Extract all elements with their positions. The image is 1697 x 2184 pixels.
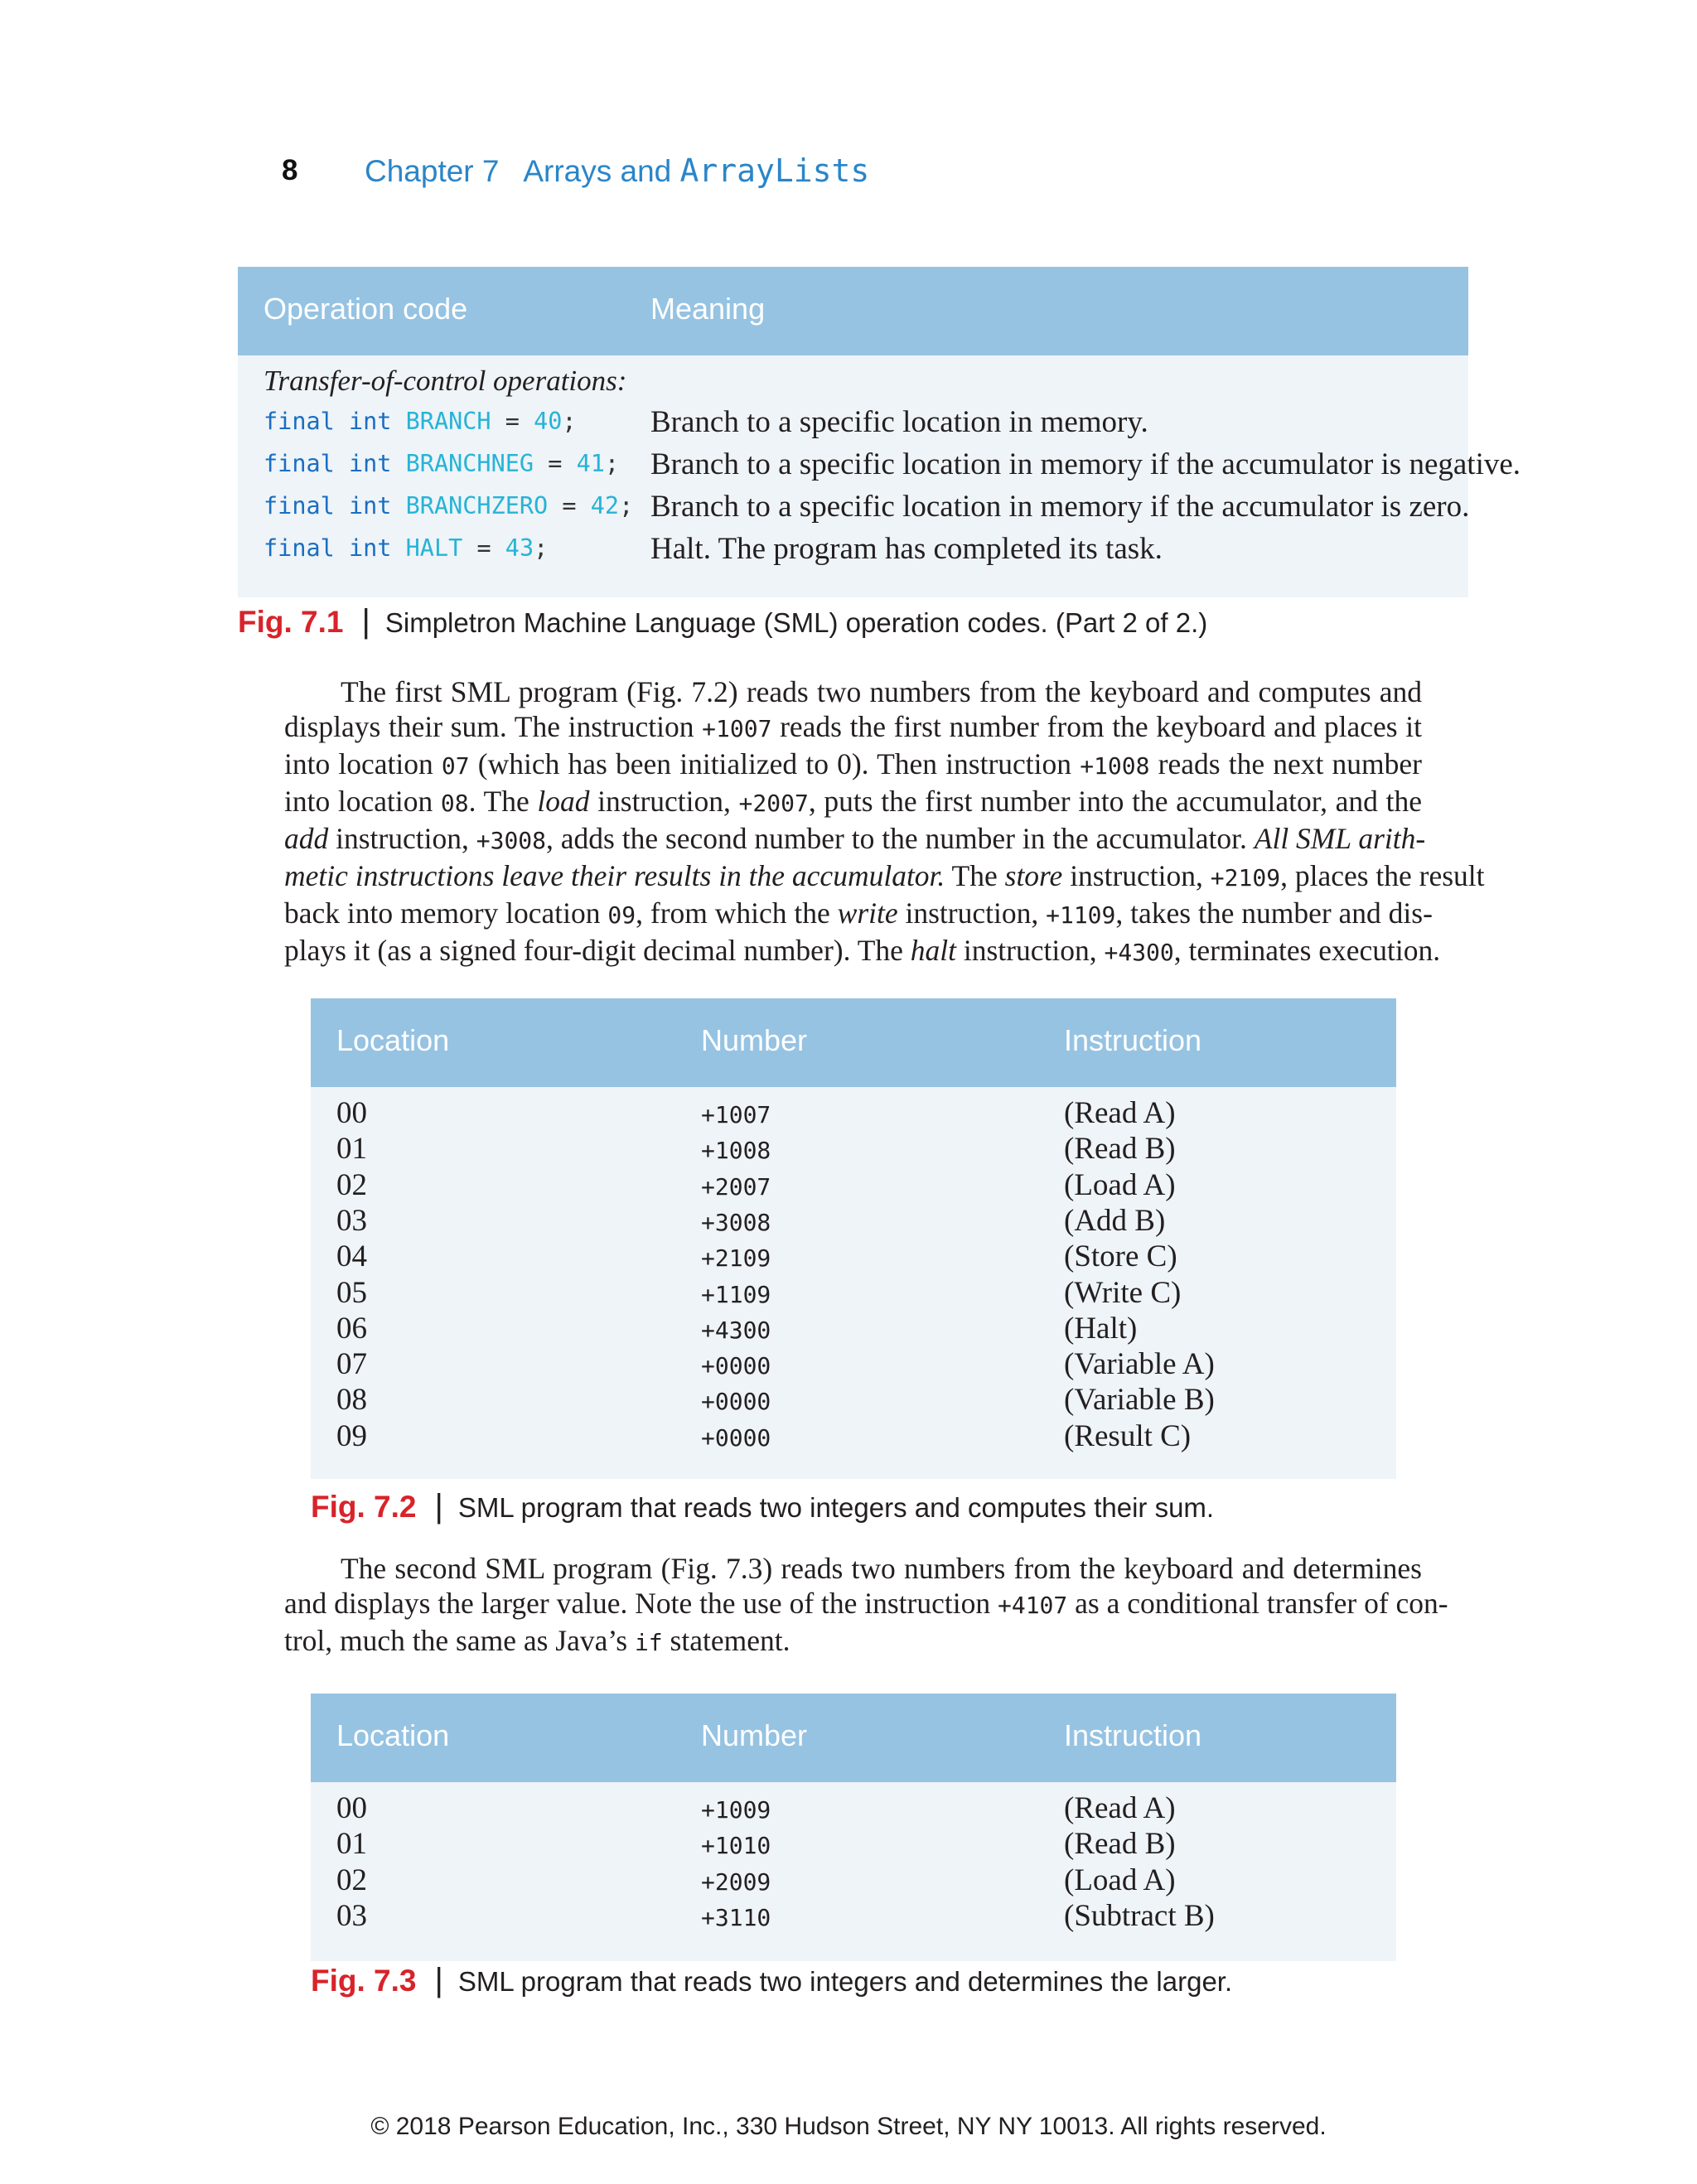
opcode-row [238,445,1521,486]
location-cell: 03 [336,1898,367,1933]
table-row [311,1131,1396,1167]
opcode-declaration [263,408,577,435]
opcode-table-header [238,267,1468,355]
number-cell: +0000 [701,1423,771,1452]
table-row [311,1790,1396,1827]
instruction-cell: (Store C) [1064,1239,1177,1274]
table-row [311,1095,1396,1132]
table-row [311,1863,1396,1899]
copyright-notice: © 2018 Pearson Education, Inc., 330 Hudson Street, NY NY 10013. All rights reserved. [370,2113,1327,2140]
opcode-declaration [263,534,548,562]
column-header-number: Number [701,1023,808,1057]
running-header [282,154,1442,196]
paragraph-line: displays their sum. The instruction +1007 reads the first number from the keyboard and places it [284,710,1422,743]
location-cell: 02 [336,1167,367,1202]
column-header-location: Location [336,1718,450,1752]
number-cell: +1009 [701,1796,771,1824]
paragraph-line: The first SML program (Fig. 7.2) reads two numbers from the keyboard and computes and [341,675,1422,708]
keyword-int: int [348,492,392,519]
sml-program-table-larger [311,1694,1396,1961]
location-cell: 09 [336,1418,367,1453]
paragraph-line: The second SML program (Fig. 7.3) reads two numbers from the keyboard and determines [341,1552,1422,1585]
instruction-cell: (Variable B) [1064,1383,1215,1418]
column-header-operation-code: Operation code [263,292,468,326]
table-row [311,1239,1396,1275]
semicolon: ; [619,492,634,519]
table-row [311,1167,1396,1204]
table-row [311,1311,1396,1347]
instruction-cell: (Read B) [1064,1827,1176,1862]
constant-value: 41 [576,450,605,477]
table-row [311,1382,1396,1418]
table-row [311,1275,1396,1312]
instruction-cell: (Read B) [1064,1132,1176,1167]
location-cell: 06 [336,1311,367,1346]
instruction-cell: (Read A) [1064,1791,1176,1825]
constant-name: BRANCH [405,408,491,435]
keyword-final: final [263,492,335,519]
semicolon: ; [562,408,577,435]
chapter-title-code: ArrayLists [679,152,870,189]
column-header-location: Location [336,1023,450,1057]
sml-table-header [311,998,1396,1087]
number-cell: +3008 [701,1208,771,1236]
keyword-int: int [348,408,392,435]
instruction-cell: (Result C) [1064,1418,1192,1453]
page-number: 8 [282,154,298,186]
caption-text: Simpletron Machine Language (SML) operation codes. (Part 2 of 2.) [384,607,1208,638]
number-cell: +4300 [701,1316,771,1344]
location-cell: 03 [336,1203,367,1238]
caption-text: SML program that reads two integers and computes their sum. [457,1492,1215,1523]
opcode-meaning: Branch to a specific location in memory if the accumulator is zero. [650,490,1470,524]
constant-name: BRANCHNEG [405,450,534,477]
keyword-final: final [263,408,335,435]
opcode-table [238,267,1521,597]
keyword-final: final [263,450,335,477]
constant-value: 42 [590,492,620,519]
location-cell: 01 [336,1132,367,1167]
semicolon: ; [604,450,620,477]
column-header-number: Number [701,1718,808,1752]
operator: = [562,492,577,519]
sml-table-header [311,1694,1396,1782]
operator: = [476,534,491,562]
paragraph-line: metic instructions leave their results in the accumulator. The store instruction, +2109, places the result [284,859,1485,892]
keyword-int: int [348,534,392,562]
operator: = [505,408,520,435]
table-row [311,1346,1396,1383]
instruction-cell: (Subtract B) [1064,1898,1215,1933]
figure-caption-7-3: Fig. 7.3 | SML program that reads two integers and determines the larger. [311,1962,1233,1998]
opcode-meaning: Halt. The program has completed its task. [650,532,1163,566]
instruction-cell: (Load A) [1064,1863,1176,1897]
location-cell: 04 [336,1239,367,1274]
opcode-meaning: Branch to a specific location in memory. [650,405,1148,439]
caption-text: SML program that reads two integers and determines the larger. [457,1966,1233,1997]
opcode-row [238,403,1468,444]
location-cell: 00 [336,1791,367,1825]
instruction-cell: (Write C) [1064,1275,1182,1310]
figure-label: Fig. 7.3 [311,1964,417,1998]
chapter-title [365,152,869,189]
paragraph-line: into location 07 (which has been initialized to 0). Then instruction +1008 reads the next number [284,747,1422,780]
opcode-declaration [263,492,633,519]
figure-label: Fig. 7.1 [238,605,344,639]
operator: = [548,450,563,477]
number-cell: +1010 [701,1832,771,1860]
paragraph-line: and displays the larger value. Note the use of the instruction +4107 as a conditional transfer of con- [284,1587,1448,1620]
table-row [311,1898,1396,1935]
paragraph-line: back into memory location 09, from which the write instruction, +1109, takes the number and dis- [284,896,1433,930]
opcode-meaning: Branch to a specific location in memory if the accumulator is negative. [650,447,1521,481]
instruction-cell: (Halt) [1064,1311,1138,1346]
number-cell: +0000 [701,1352,771,1380]
number-cell: +2007 [701,1172,771,1201]
table-row [311,1203,1396,1239]
column-header-instruction: Instruction [1064,1023,1202,1057]
keyword-final: final [263,534,335,562]
semicolon: ; [534,534,549,562]
number-cell: +3110 [701,1903,771,1931]
instruction-cell: (Load A) [1064,1167,1176,1202]
keyword-int: int [348,450,392,477]
location-cell: 00 [336,1096,367,1130]
location-cell: 08 [336,1383,367,1418]
constant-name: HALT [405,534,463,562]
instruction-cell: (Read A) [1064,1096,1176,1130]
paragraph-line: add instruction, +3008, adds the second number to the number in the accumulator. All SML arith- [284,822,1426,855]
opcode-row [238,529,1468,571]
number-cell: +0000 [701,1388,771,1416]
paragraph-line: plays it (as a signed four-digit decimal number). The halt instruction, +4300, terminates execution. [284,934,1441,967]
table-row [311,1826,1396,1863]
paragraph-line: into location 08. The load instruction, +2007, puts the first number into the accumulator, and the [284,785,1422,818]
figure-caption-7-1: Fig. 7.1 | Simpletron Machine Language (SML) operation codes. (Part 2 of 2.) [238,603,1208,640]
opcode-row [238,487,1468,529]
number-cell: +1007 [701,1101,771,1128]
sml-program-table-sum [311,998,1396,1479]
body-paragraph-2 [284,1551,1448,1660]
instruction-cell: (Add B) [1064,1203,1166,1238]
number-cell: +2109 [701,1244,771,1273]
opcode-declaration [263,450,619,477]
chapter-label: Chapter 7 [365,154,500,188]
column-header-instruction: Instruction [1064,1718,1202,1752]
location-cell: 05 [336,1275,367,1310]
constant-name: BRANCHZERO [405,492,549,519]
chapter-title-text: Arrays and [523,154,672,188]
table-row [311,1418,1396,1455]
location-cell: 02 [336,1863,367,1897]
figure-label: Fig. 7.2 [311,1490,417,1524]
number-cell: +1109 [701,1280,771,1308]
body-paragraph-1 [284,674,1485,970]
constant-value: 40 [534,408,563,435]
figure-caption-7-2: Fig. 7.2 | SML program that reads two integers and computes their sum. [311,1488,1215,1524]
number-cell: +2009 [701,1868,771,1896]
location-cell: 07 [336,1347,367,1382]
section-label: Transfer-of-control operations: [263,365,627,397]
paragraph-line: trol, much the same as Java’s if statement. [284,1624,790,1657]
number-cell: +1008 [701,1137,771,1165]
instruction-cell: (Variable A) [1064,1347,1215,1382]
column-header-meaning: Meaning [650,292,766,326]
constant-value: 43 [505,534,534,562]
location-cell: 01 [336,1827,367,1862]
